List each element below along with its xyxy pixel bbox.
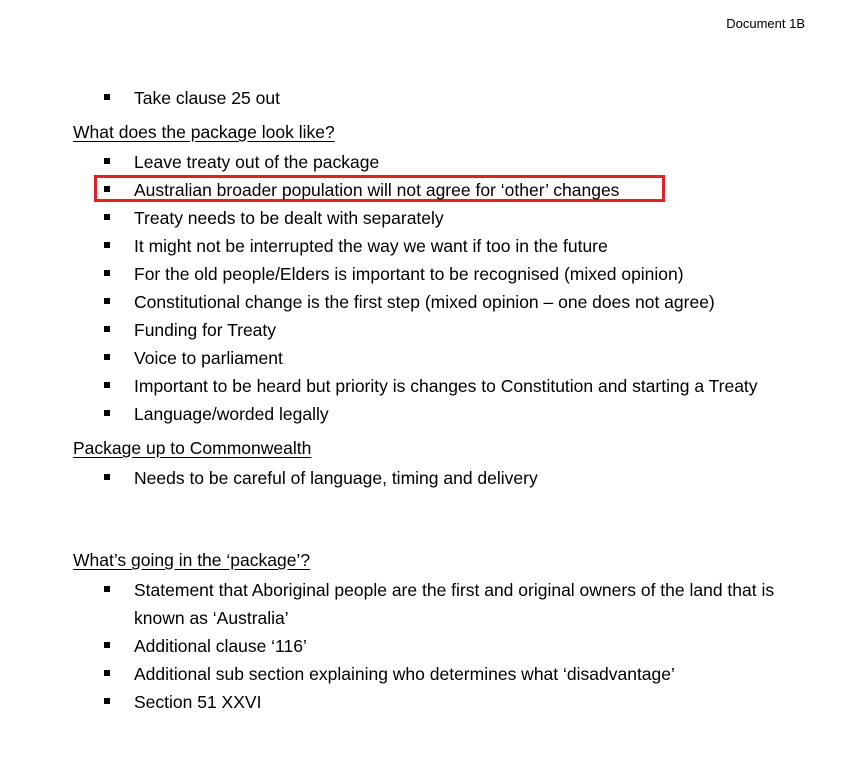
- list-item: Funding for Treaty: [73, 316, 813, 344]
- square-bullet-icon: [104, 670, 110, 676]
- list-item: Needs to be careful of language, timing and delivery: [73, 464, 813, 492]
- list-item: Important to be heard but priority is changes to Constitution and starting a Treaty: [73, 372, 813, 400]
- list-item: Take clause 25 out: [73, 84, 813, 112]
- list-item: Language/worded legally: [73, 400, 813, 428]
- list-item: Leave treaty out of the package: [73, 148, 813, 176]
- list-item: Section 51 XXVI: [73, 688, 813, 716]
- section-spacer: [73, 492, 813, 540]
- square-bullet-icon: [104, 586, 110, 592]
- list-item: For the old people/Elders is important to be recognised (mixed opinion): [73, 260, 813, 288]
- bullet-list-package: [73, 148, 813, 428]
- square-bullet-icon: [104, 298, 110, 304]
- list-item: Additional sub section explaining who determines what ‘disadvantage’: [73, 660, 813, 688]
- square-bullet-icon: [104, 186, 110, 192]
- square-bullet-icon: [104, 242, 110, 248]
- list-item: Constitutional change is the first step (mixed opinion – one does not agree): [73, 288, 813, 316]
- document-body: [73, 84, 813, 716]
- list-item: Treaty needs to be dealt with separately: [73, 204, 813, 232]
- bullet-list-intro: [73, 84, 813, 112]
- section-heading-commonwealth: Package up to Commonwealth: [73, 438, 312, 458]
- square-bullet-icon: [104, 410, 110, 416]
- square-bullet-icon: [104, 354, 110, 360]
- square-bullet-icon: [104, 382, 110, 388]
- square-bullet-icon: [104, 214, 110, 220]
- section-heading-contents: What’s going in the ‘package’?: [73, 550, 311, 570]
- bullet-list-contents: [73, 576, 813, 716]
- list-item: Statement that Aboriginal people are the first and original owners of the land that is known as ‘Australia’: [73, 576, 813, 632]
- square-bullet-icon: [104, 326, 110, 332]
- bullet-list-commonwealth: [73, 464, 813, 492]
- list-item: Voice to parliament: [73, 344, 813, 372]
- document-label: Document 1B: [726, 16, 805, 31]
- square-bullet-icon: [104, 698, 110, 704]
- square-bullet-icon: [104, 158, 110, 164]
- square-bullet-icon: [104, 270, 110, 276]
- list-item: It might not be interrupted the way we want if too in the future: [73, 232, 813, 260]
- square-bullet-icon: [104, 94, 110, 100]
- section-heading-package: What does the package look like?: [73, 122, 335, 142]
- list-item-highlighted: Australian broader population will not agree for ‘other’ changes: [73, 176, 813, 204]
- square-bullet-icon: [104, 642, 110, 648]
- square-bullet-icon: [104, 474, 110, 480]
- list-item: Additional clause ‘116’: [73, 632, 813, 660]
